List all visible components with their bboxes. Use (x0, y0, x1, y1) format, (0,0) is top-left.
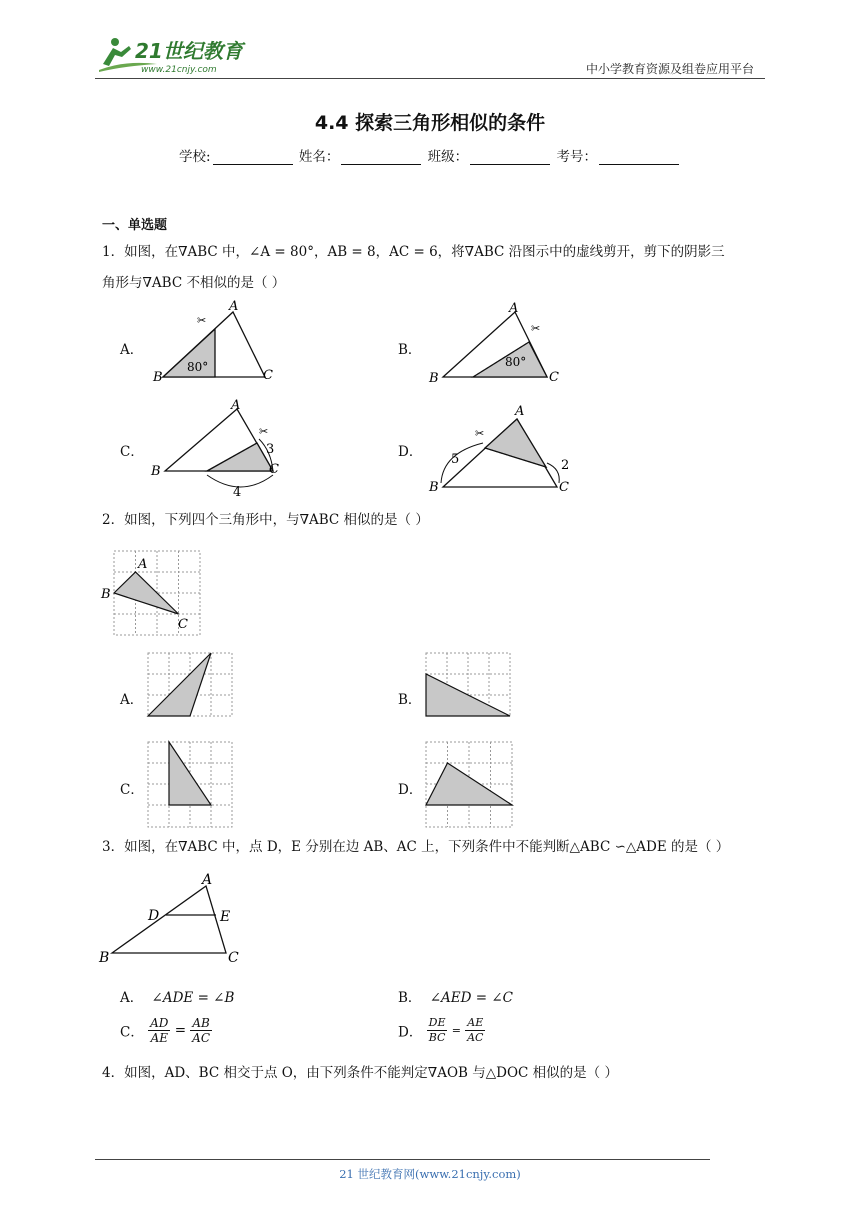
q3-option-d-label: D． (398, 1024, 423, 1041)
svg-text:B: B (429, 480, 439, 495)
q3-figure (96, 868, 256, 968)
q2-option-d-label[interactable]: D． (398, 782, 423, 798)
q1-figure-c (145, 395, 295, 500)
svg-text:B: B (429, 371, 439, 386)
svg-text:C: C (549, 370, 559, 385)
q3-option-a-label: A． (120, 990, 144, 1006)
school-label: 学校: (179, 149, 211, 165)
q3-option-d[interactable]: D． $\frac{DE}{BC}$ = $\frac{AE}{AC}$ (398, 1016, 484, 1044)
name-field[interactable] (341, 150, 421, 165)
q2-figure-b (424, 651, 512, 719)
page-title: 4.4 探索三角形相似的条件 (314, 112, 546, 134)
q1-figure-d (425, 395, 585, 500)
svg-text:A: A (202, 872, 213, 888)
logo-text: 21世纪教育 (135, 39, 243, 63)
q3-option-b-label: B． (398, 990, 422, 1006)
q2-reference-figure (98, 548, 204, 638)
question-2: 2．如图，下列四个三角形中，与∇ABC 相似的是（ ） (102, 512, 429, 528)
q3-option-c[interactable]: C． $\frac{AD}{AE}$ = $\frac{AB}{AC}$ (120, 1016, 211, 1045)
class-field[interactable] (470, 150, 550, 165)
section-heading: 一、单选题 (102, 218, 168, 233)
student-info (0, 145, 860, 165)
q3-option-c-fraction-2: $\frac{AB}{AC}$ (192, 1016, 211, 1045)
exam-no-field[interactable] (599, 150, 679, 165)
svg-text:A: A (231, 398, 241, 413)
svg-text:5: 5 (451, 452, 460, 467)
school-field[interactable] (213, 150, 293, 165)
svg-text:C: C (263, 368, 273, 383)
svg-text:3: 3 (266, 442, 275, 457)
header-divider (95, 78, 765, 79)
q2-figure-c (146, 740, 234, 830)
q3-option-b-text: ∠AED = ∠C (429, 990, 513, 1006)
q1-option-a-label[interactable]: A． (120, 342, 144, 358)
q3-option-c-fraction-1: $\frac{AD}{AE}$ (150, 1016, 169, 1045)
logo (95, 34, 265, 76)
question-3: 3．如图，在∇ABC 中，点 D，E 分别在边 AB、AC 上，下列条件中不能判断△ABC ∽△ADE 的是（ ） (102, 839, 730, 855)
q2-option-b-label[interactable]: B． (398, 692, 422, 708)
scissors-icon: ✂ (475, 427, 485, 440)
svg-text:D: D (148, 908, 160, 924)
platform-name: 中小学教育资源及组卷应用平台 (585, 62, 754, 76)
svg-text:C: C (178, 617, 188, 632)
name-label: 姓名： (298, 149, 340, 165)
scissors-icon: ✂ (259, 425, 269, 438)
svg-text:A: A (509, 301, 519, 316)
q3-option-a[interactable] (120, 986, 234, 1006)
svg-text:C: C (269, 462, 279, 477)
q2-figure-d (424, 740, 516, 830)
svg-text:B: B (99, 950, 110, 966)
q1-option-d-label[interactable]: D． (398, 444, 423, 460)
svg-text:80°: 80° (505, 355, 527, 369)
class-label: 班级： (427, 149, 469, 165)
svg-text:B: B (101, 587, 111, 602)
svg-text:B: B (151, 464, 161, 479)
svg-text:2: 2 (561, 458, 570, 473)
question-4: 4．如图，AD、BC 相交于点 O，由下列条件不能判定∇AOB 与△DOC 相似的是（ ） (102, 1065, 618, 1081)
question-1-line-2: 角形与∇ABC 不相似的是（ ） (102, 275, 286, 291)
q2-option-a-label[interactable]: A． (120, 692, 144, 708)
svg-text:E: E (220, 909, 231, 925)
svg-text:A: A (138, 557, 148, 572)
q3-option-b[interactable] (398, 986, 513, 1006)
svg-text:B: B (153, 370, 163, 385)
svg-text:4: 4 (233, 485, 242, 500)
q1-figure-a (145, 300, 285, 388)
q3-option-a-text: ∠ADE = ∠B (151, 990, 235, 1006)
q1-option-b-label[interactable]: B． (398, 342, 422, 358)
logo-url: www.21cnjy.com (141, 65, 217, 75)
scissors-icon: ✂ (531, 322, 541, 335)
footer-divider (95, 1159, 710, 1160)
svg-text:C: C (228, 950, 239, 966)
exam-no-label: 考号： (556, 149, 597, 165)
svg-text:C: C (559, 480, 569, 495)
q2-option-c-label[interactable]: C． (120, 782, 144, 798)
question-1-line-1: 1．如图，在∇ABC 中，∠A = 80°，AB = 8，AC = 6，将∇ABC 沿图示中的虚线剪开，剪下的阴影三 (102, 244, 725, 260)
svg-text:80°: 80° (187, 360, 209, 374)
svg-text:A: A (515, 404, 525, 419)
q3-option-d-fraction-1: $\frac{DE}{BC}$ (428, 1016, 446, 1044)
q3-option-c-label: C． (120, 1024, 144, 1041)
q1-option-c-label[interactable]: C． (120, 444, 144, 460)
q2-figure-a (146, 651, 234, 719)
svg-text:A: A (229, 300, 239, 314)
footer-text[interactable]: 21 世纪教育网(www.21cnjy.com) (339, 1167, 521, 1181)
q1-figure-b (425, 300, 575, 388)
q3-option-d-fraction-2: $\frac{AE}{AC}$ (467, 1016, 484, 1044)
scissors-icon: ✂ (197, 314, 207, 327)
